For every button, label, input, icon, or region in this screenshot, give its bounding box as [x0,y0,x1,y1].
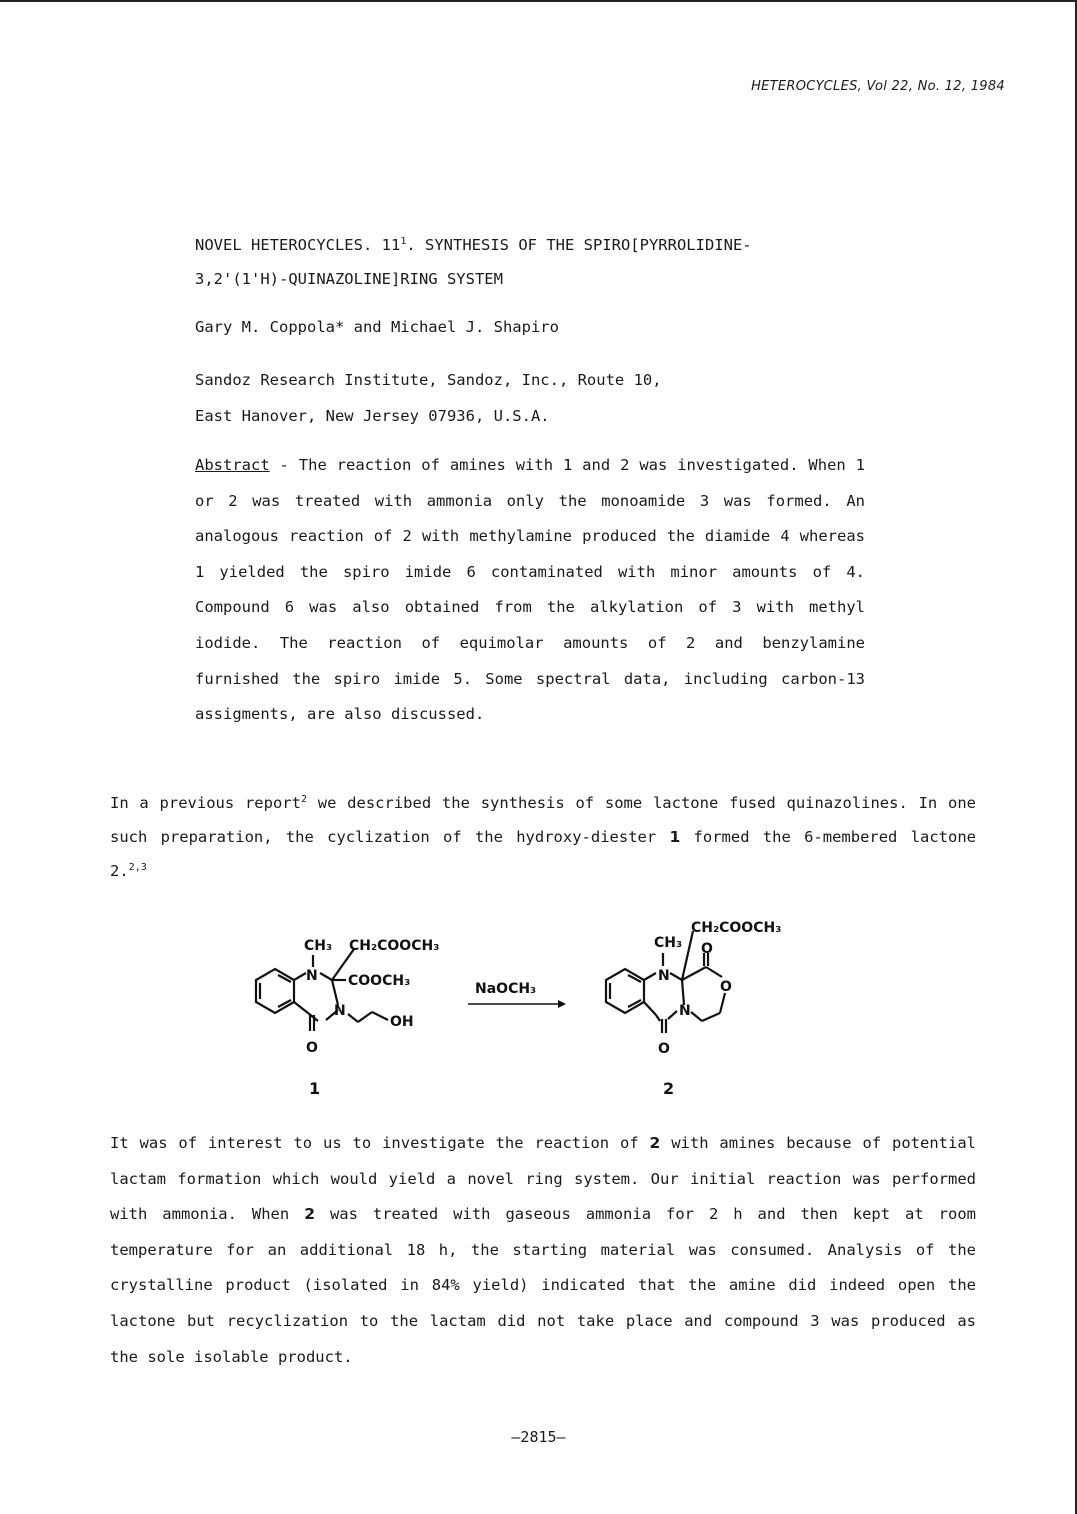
paragraph-1: In a previous report$^2$ we described the synthesis of some lactone fused quinazolines. In one such preparation, the cyclization of the hydroxy-diester 1 formed the 6-membered lactone 2.$^{2,3}$ [110,793,976,880]
authors: Gary M. Coppola* and Michael J. Shapiro [195,318,559,336]
reaction-scheme [230,905,830,1105]
c2-ch2cooch3-label: CH₂COOCH₃ [691,920,782,936]
compound-1-structure [256,949,388,1031]
abstract-text: - The reaction of amines with 1 and 2 was investigated. When 1 or 2 was treated with ammonia only the monoamide 3 was formed. An analogous reaction of 2 with methylamine produced the diamide 4 whereas 1 yielded the spiro imide 6 contaminated with minor amounts of 4. Compound 6 was also obtained from the alkylation of 3 with methyl iodide. The reaction of equimolar amounts of 2 and benzylamine furnished the spiro imide 5. Some spectral data, including carbon-13 assigments, are also discussed. [195,456,865,724]
c2-o-ring-label: O [720,979,732,995]
compound-1-atoms [304,938,439,1098]
page-border-top [0,0,1077,2]
abstract [195,448,865,733]
c1-ch3-label: CH₃ [304,938,333,954]
c2-o-label: O [658,1041,670,1057]
reaction-arrow [468,1000,566,1008]
c2-n1-label: N [658,968,670,984]
c2-ch3-label: CH₃ [654,935,683,951]
page-number: —2815— [511,1428,566,1446]
c1-o-label: O [306,1040,318,1056]
c1-n1-label: N [306,968,318,984]
title-line-2: 3,2'(1'H)-QUINAZOLINE]RING SYSTEM [195,270,503,288]
abstract-label: Abstract [195,456,270,474]
affiliation-line-2: East Hanover, New Jersey 07936, U.S.A. [195,407,550,425]
title-line-1: NOVEL HETEROCYCLES. $11^1$. SYNTHESIS OF THE SPIRO[PYRROLIDINE- [195,235,752,254]
c1-cooch3-label: COOCH₃ [348,973,411,989]
affiliation [195,362,865,434]
c1-oh-label: OH [390,1014,414,1030]
article-title [195,228,865,296]
running-head: HETEROCYCLES, Vol 22, No. 12, 1984 [751,79,1005,94]
c1-n3-label: N [334,1003,346,1019]
compound-2-atoms [654,920,781,1098]
c2-n3-label: N [679,1003,691,1019]
c2-o-carbonyl-label: O [701,941,713,957]
compound-2-number: 2 [663,1079,675,1098]
compound-1-number: 1 [309,1079,321,1098]
paragraph-2: It was of interest to us to investigate the reaction of 2 with amines because of potential lactam formation which would yield a novel ring system. Our initial reaction was performed with ammonia. When 2 was treated with gaseous ammonia for 2 h and then kept at room temperature for an additional 18 h, the starting material was consumed. Analysis of the crystalline product (isolated in 84% yield) indicated that the amine did indeed open the lactone but recyclization to the lactam did not take place and compound 3 was produced as the sole isolable product. [110,1134,976,1366]
c1-ch2cooch3-label: CH₂COOCH₃ [349,938,440,954]
reagent-label: NaOCH₃ [475,981,537,997]
affiliation-line-1: Sandoz Research Institute, Sandoz, Inc., Route 10, [195,371,662,389]
